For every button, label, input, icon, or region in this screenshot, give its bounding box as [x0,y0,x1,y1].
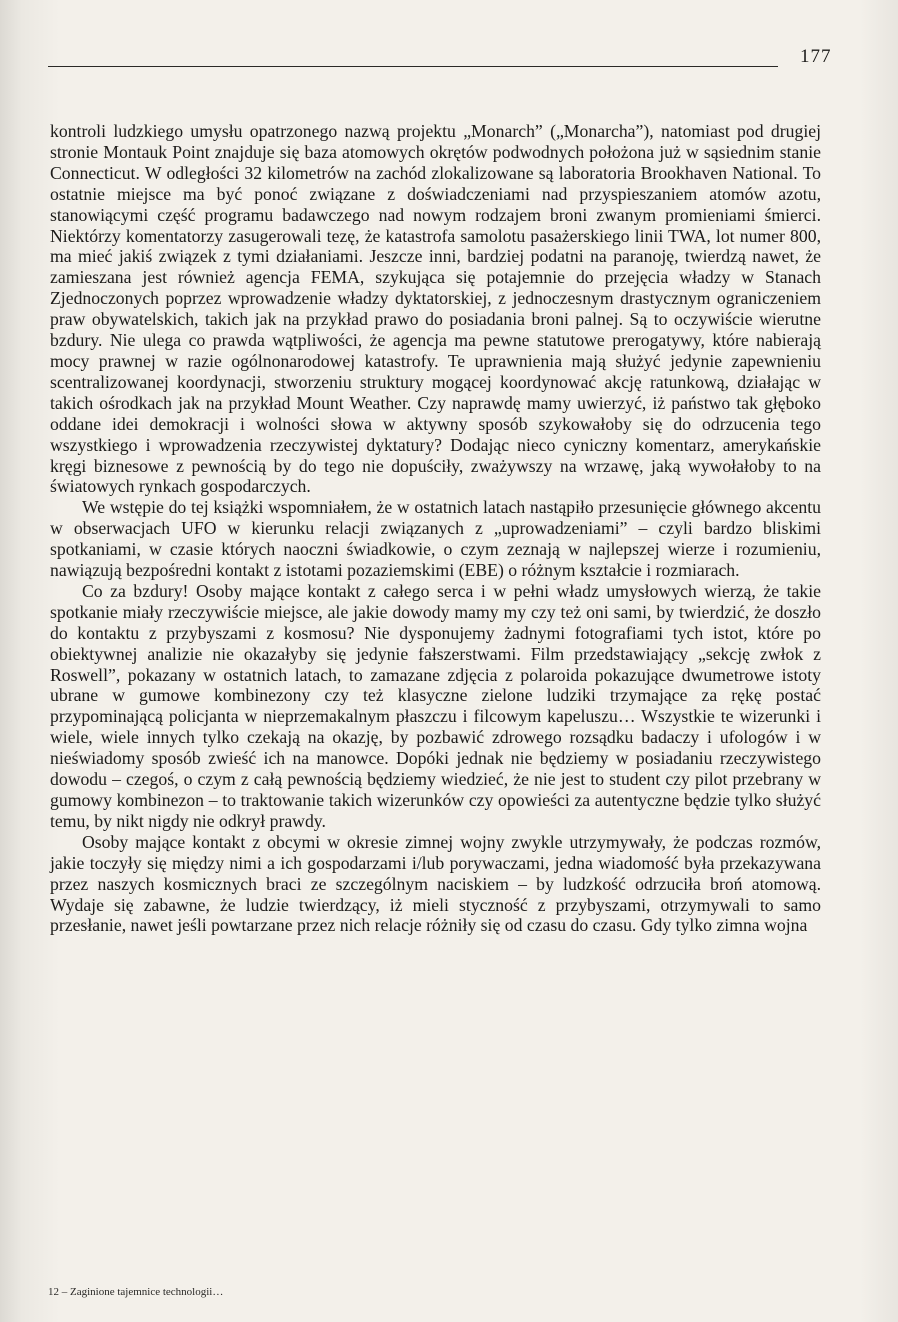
paragraph-4: Osoby mające kontakt z obcymi w okresie zimnej wojny zwykle utrzymywały, że podczas rozmów, jakie toczyły się między nimi a ich gospodarzami i/lub porywaczami, jedna wiadomość była przekazywana przez naszych kosmicznych braci ze szczególnym naciskiem – by ludzkość odrzuciła broń atomową. Wydaje się zabawne, że ludzie twierdzący, iż mieli styczność z przybyszami, otrzymywali to samo przesłanie, nawet jeśli powtarzane przez nich relacje różniły się od czasu do czasu. Gdy tylko zimna wojna [50,831,821,936]
page-number: 177 [800,46,832,67]
header-rule [48,66,778,67]
paragraph-2: We wstępie do tej książki wspomniałem, że w ostatnich latach nastąpiło przesunięcie głównego akcentu w obserwacjach UFO w kierunku relacji związanych z „uprowadzeniami” – czyli bardzo bliskimi spotkaniami, w czasie których naoczni świadkowie, o czym zeznają w najlepszej wierze i rozumieniu, nawiązują bezpośredni kontakt z istotami pozaziemskimi (EBE) o różnym kształcie i rozmiarach. [50,497,821,581]
paragraph-1: kontroli ludzkiego umysłu opatrzonego nazwą projektu „Monarch” („Monarcha”), natomiast pod drugiej stronie Montauk Point znajduje się baza atomowych okrętów podwodnych położona już w sąsiednim stanie Connecticut. W odległości 32 kilometrów na zachód zlokalizowane są laboratoria Brookhaven National. To ostatnie miejsce ma być ponoć związane z doświadczeniami nad przyspieszaniem atomów azotu, stanowiącymi część programu badawczego nad nowym rodzajem broni zwanym promieniami śmierci. Niektórzy komentatorzy zasugerowali tezę, że katastrofa samolotu pasażerskiego linii TWA, lot numer 800, ma mieć jakiś związek z tymi działaniami. Jeszcze inni, bardziej podatni na paranoję, twierdzą nawet, że zamieszana jest również agencja FEMA, szykująca się potajemnie do przejęcia władzy w Stanach Zjednoczonych poprzez wprowadzenie władzy dyktatorskiej, z jednoczesnym drastycznym ograniczeniem praw obywatelskich, takich jak na przykład prawo do posiadania broni palnej. Są to oczywiście wierutne bzdury. Nie ulega co prawda wątpliwości, że agencja ma pewne statutowe prerogatywy, które nabierają mocy prawnej w razie ogólnonarodowej katastrofy. Te uprawnienia mają służyć jedynie zapewnieniu scentralizowanej koordynacji, stworzeniu struktury mogącej koordynować akcję ratunkową, działając w takich ośrodkach jak na przykład Mount Weather. Czy naprawdę mamy uwierzyć, iż państwo tak głęboko oddane idei demokracji i wolności słowa w aktywny sposób szykowałoby się do odrzucenia tego wszystkiego i wprowadzenia rzeczywistej dyktatury? Dodając nieco cyniczny komentarz, amerykańskie kręgi biznesowe z pewnością by do tego nie dopuściły, zważywszy na wrzawę, jaką wywołałoby to na światowych rynkach gospodarczych. [50,121,821,497]
paragraph-3: Co za bzdury! Osoby mające kontakt z całego serca i w pełni władz umysłowych wierzą, że takie spotkanie miały rzeczywiście miejsce, ale jakie dowody mamy my czy też oni sami, by twierdzić, że doszło do kontaktu z przybyszami z kosmosu? Nie dysponujemy żadnymi fotografiami tych istot, które po obiektywnej analizie nie okazałyby się jedynie fałszerstwami. Film przedstawiający „sekcję zwłok z Roswell”, pokazany w ostatnich latach, to zamazane zdjęcia z polaroida pokazujące dwumetrowe istoty ubrane w gumowe kombinezony czy też klasyczne zielone ludziki trzymające za rękę postać przypominającą policjanta w nieprzemakalnym płaszczu i filcowym kapeluszu… Wszystkie te wizerunki i wiele, wiele innych tylko czekają na okazję, by pozbawić zdrowego rozsądku badaczy i ufologów i w nieświadomy sposób zwieść ich na manowce. Dopóki jednak nie będziemy w posiadaniu rzeczywistego dowodu – czegoś, o czym z całą pewnością będziemy wiedzieć, że nie jest to student czy pilot przebrany w gumowy kombinezon – to traktowanie takich wizerunków czy opowieści za autentyczne będzie tylko służyć temu, by nikt nigdy nie odkrył prawdy. [50,580,821,831]
footer-signature: 12 – Zaginione tajemnice technologii… [48,1286,224,1298]
body-text [50,121,821,936]
